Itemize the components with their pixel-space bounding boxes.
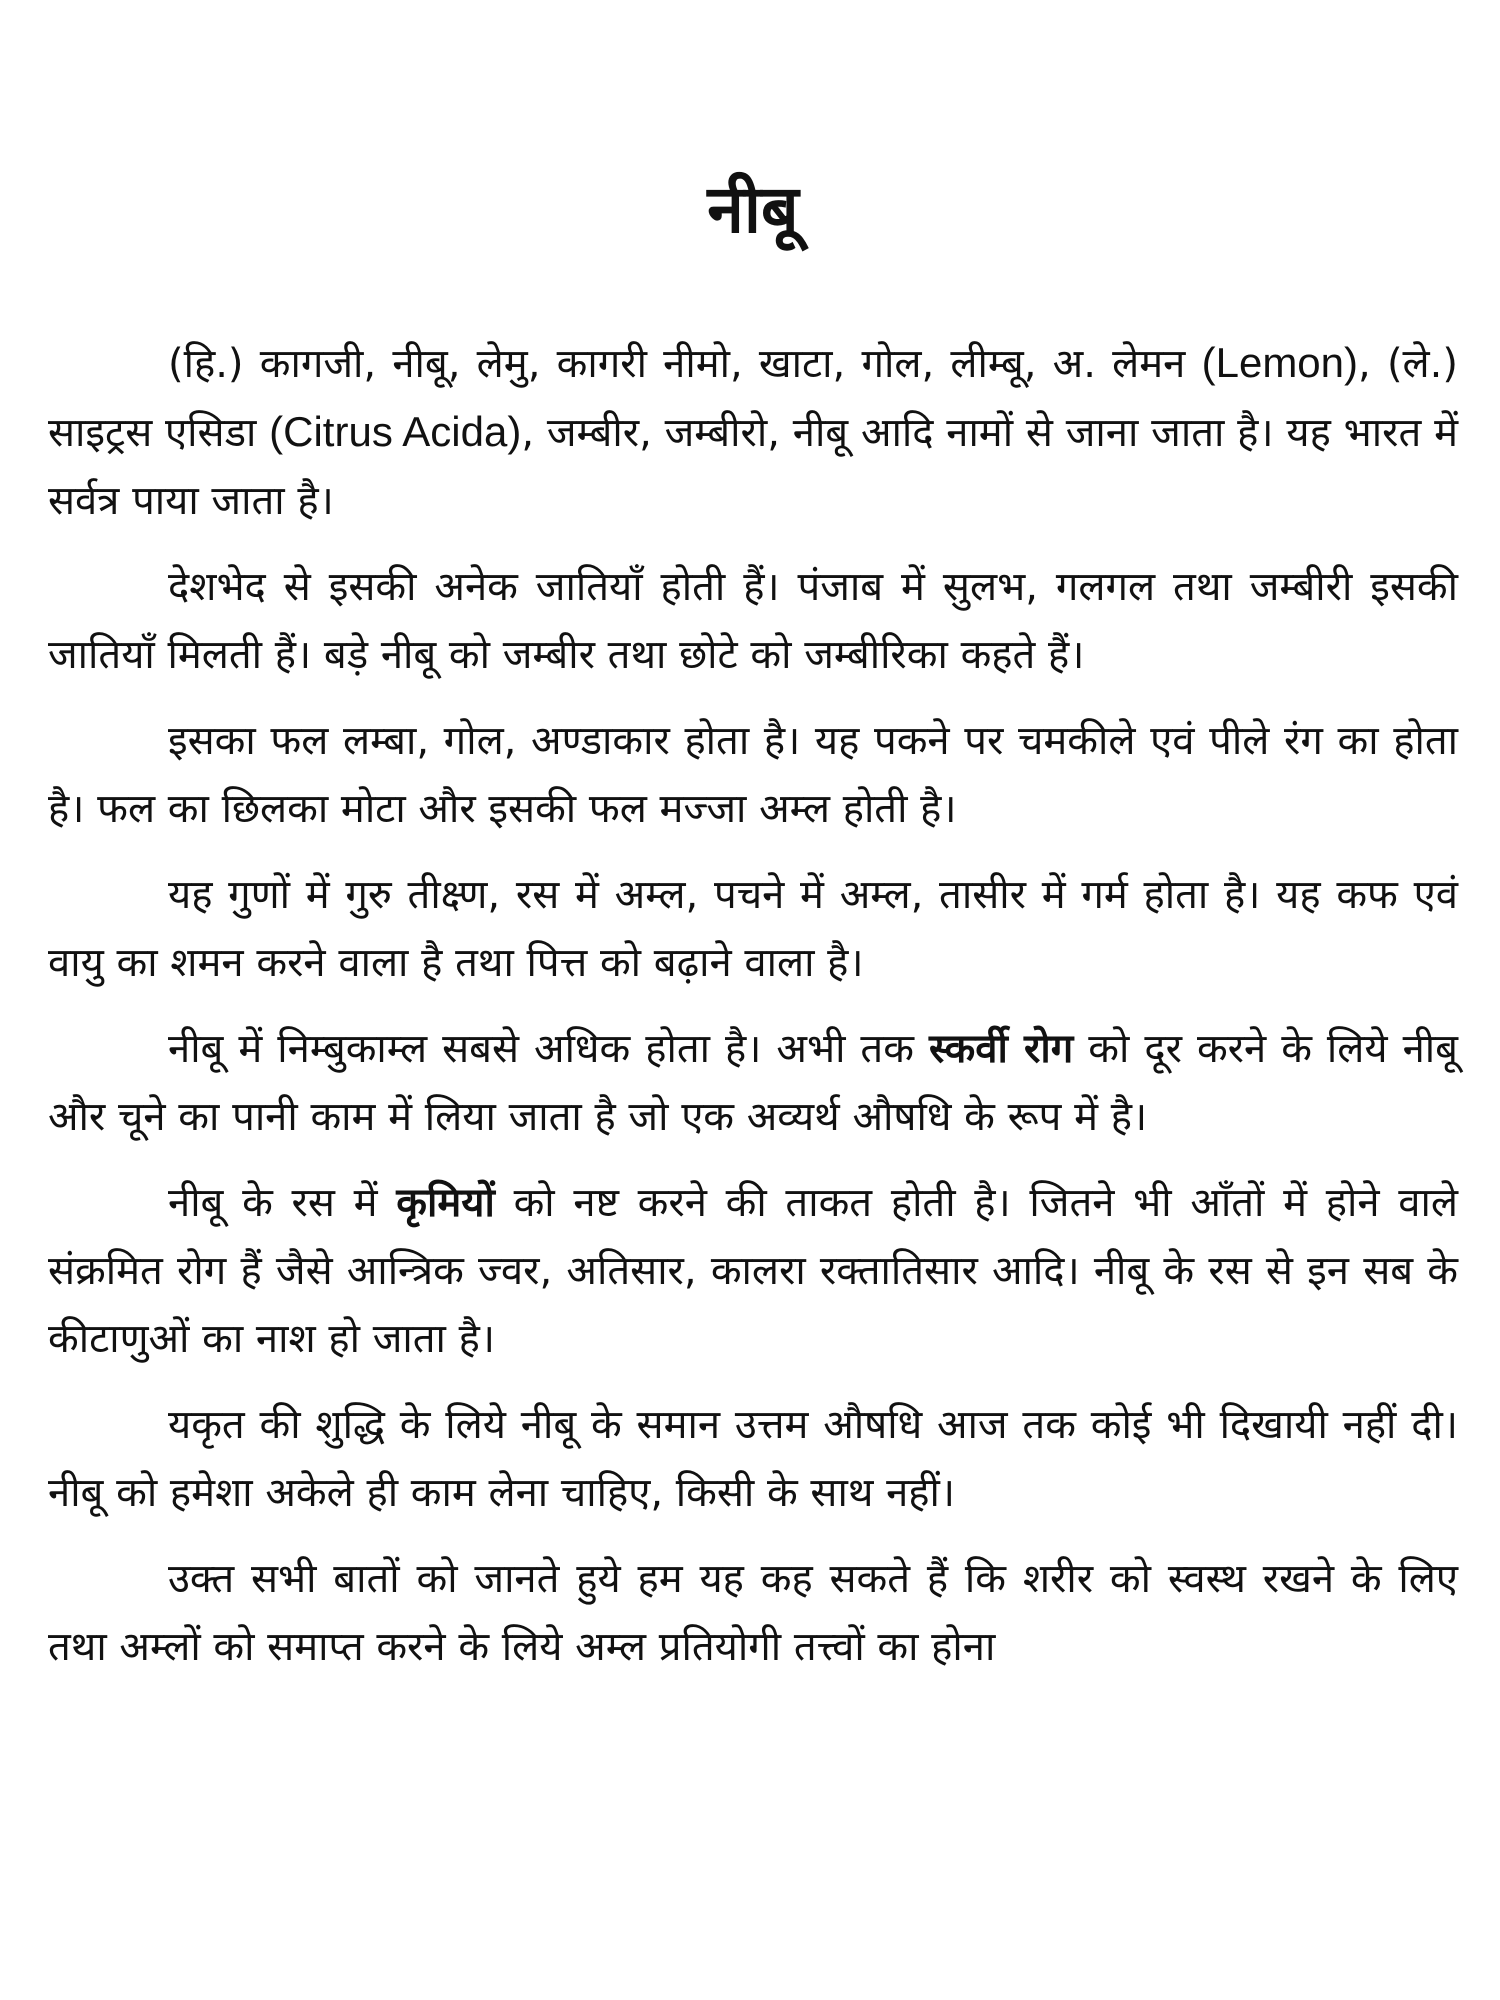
paragraph-names-part3: , जम्बीर, जम्बीरो, नीबू आदि नामों से जाना जाता है। यह भारत में सर्वत्र पाया जाता है। xyxy=(48,410,1459,525)
paragraph-scurvy-part1: नीबू में निम्बुकाम्ल सबसे अधिक होता है। अभी तक xyxy=(168,1026,929,1073)
scurvy-term: स्कर्वी रोग xyxy=(928,1026,1074,1073)
page-title: नीबू xyxy=(707,171,799,248)
paragraph-worms xyxy=(48,1169,1458,1373)
english-name: (Lemon) xyxy=(1201,339,1359,387)
paragraph-names xyxy=(48,329,1458,535)
paragraph-properties: यह गुणों में गुरु तीक्ष्ण, रस में अम्ल, पचने में अम्ल, तासीर में गर्म होता है। यह कफ एवं वायु का शमन करने वाला है तथा पित्त को बढ़ाने वाला है। xyxy=(48,872,1458,987)
paragraph-scurvy xyxy=(48,1015,1458,1151)
paragraph-fruit: इसका फल लम्बा, गोल, अण्डाकार होता है। यह पकने पर चमकीले एवं पीले रंग का होता है। फल का छिलका मोटा और इसकी फल मज्जा अम्ल होती है। xyxy=(48,718,1458,833)
paragraph-liver: यकृत की शुद्धि के लिये नीबू के समान उत्तम औषधि आज तक कोई भी दिखायी नहीं दी। नीबू को हमेशा अकेले ही काम लेना चाहिए, किसी के साथ नहीं। xyxy=(48,1402,1458,1517)
worms-term: कृमियों xyxy=(396,1180,495,1227)
paragraph-varieties: देशभेद से इसकी अनेक जातियाँ होती हैं। पंजाब में सुलभ, गलगल तथा जम्बीरी इसकी जातियाँ मिलती हैं। बड़े नीबू को जम्बीर तथा छोटे को जम्बीरिका कहते हैं। xyxy=(48,564,1458,679)
paragraph-conclusion: उक्त सभी बातों को जानते हुये हम यह कह सकते हैं कि शरीर को स्वस्थ रखने के लिए तथा अम्लों को समाप्त करने के लिये अम्ल प्रतियोगी तत्त्वों का होना xyxy=(48,1556,1458,1671)
paragraph-worms-part1: नीबू के रस में xyxy=(168,1180,397,1227)
paragraph-names-part2: , (ले.) साइट्रस एसिडा xyxy=(48,341,1458,457)
latin-name: (Citrus Acida) xyxy=(269,408,522,456)
paragraph-names-part1: (हि.) कागजी, नीबू, लेमु, कागरी नीमो, खाटा, गोल, लीम्बू, अ. लेमन xyxy=(168,341,1202,388)
paragraph-scurvy-part2: को दूर करने के लिये नीबू और चूने का पानी काम में लिया जाता है जो एक अव्यर्थ औषधि के रूप में है। xyxy=(48,1026,1458,1141)
paragraph-worms-part2: को नष्ट करने की ताकत होती है। जितने भी आँतों में होने वाले संक्रमित रोग हैं जैसे आन्त्रिक ज्वर, अतिसार, कालरा रक्तातिसार आदि। नीबू के रस से इन सब के कीटाणुओं का नाश हो जाता है। xyxy=(48,1180,1458,1363)
